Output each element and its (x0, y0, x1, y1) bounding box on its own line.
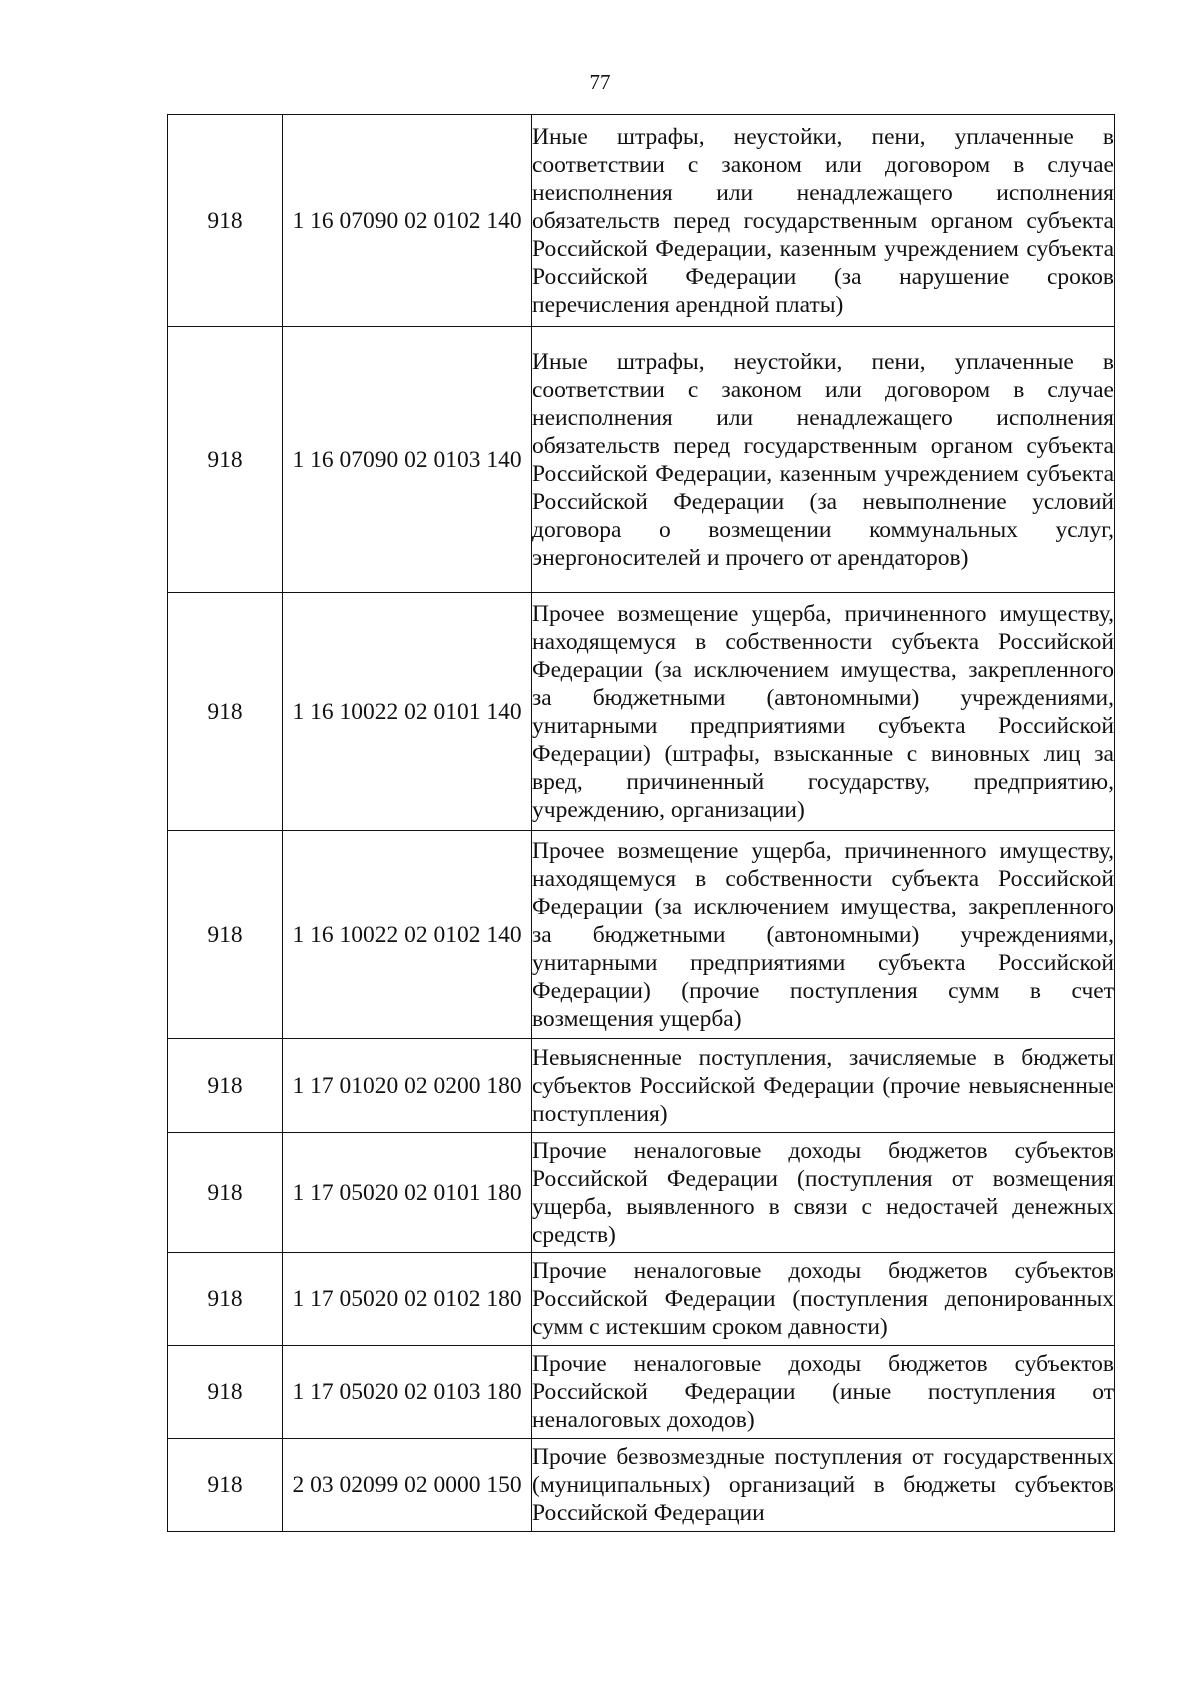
income-code-cell: 1 16 10022 02 0102 140 (283, 831, 532, 1039)
admin-code-cell: 918 (168, 115, 283, 327)
income-code-cell: 1 16 07090 02 0102 140 (283, 115, 532, 327)
income-name-cell: Прочее возмещение ущерба, причиненного имуществу, находящемуся в собственности субъекта Российской Федерации (за исключением имущества, закрепленного за бюджетными (автономными) учреждениями, унитарными предприятиями субъекта Российской Федерации) (штрафы, взысканные с виновных лиц за вред, причиненный государству, предприятию, учреждению, организации) (532, 593, 1115, 831)
table-row (168, 327, 1115, 593)
table-row (168, 1346, 1115, 1439)
income-name-cell: Прочие безвозмездные поступления от государственных (муниципальных) организаций в бюджеты субъектов Российской Федерации (532, 1439, 1115, 1532)
income-name-cell: Прочее возмещение ущерба, причиненного имуществу, находящемуся в собственности субъекта Российской Федерации (за исключением имущества, закрепленного за бюджетными (автономными) учреждениями, унитарными предприятиями субъекта Российской Федерации) (прочие поступления сумм в счет возмещения ущерба) (532, 831, 1115, 1039)
table-row (168, 831, 1115, 1039)
admin-code-cell: 918 (168, 1346, 283, 1439)
table-row (168, 593, 1115, 831)
admin-code-cell: 918 (168, 327, 283, 593)
admin-code-cell: 918 (168, 1039, 283, 1133)
table-row (168, 1253, 1115, 1346)
income-name-cell: Прочие неналоговые доходы бюджетов субъектов Российской Федерации (поступления депонированных сумм с истекшим сроком давности) (532, 1253, 1115, 1346)
income-code-cell: 1 17 05020 02 0103 180 (283, 1346, 532, 1439)
income-name-cell: Невыясненные поступления, зачисляемые в бюджеты субъектов Российской Федерации (прочие невыясненные поступления) (532, 1039, 1115, 1133)
table-row (168, 1133, 1115, 1253)
income-name-cell: Прочие неналоговые доходы бюджетов субъектов Российской Федерации (поступления от возмещения ущерба, выявленного в связи с недостачей денежных средств) (532, 1133, 1115, 1253)
income-name-cell: Прочие неналоговые доходы бюджетов субъектов Российской Федерации (иные поступления от неналоговых доходов) (532, 1346, 1115, 1439)
page-number: 77 (589, 70, 611, 94)
income-code-cell: 1 16 07090 02 0103 140 (283, 327, 532, 593)
income-code-cell: 1 17 01020 02 0200 180 (283, 1039, 532, 1133)
income-code-cell: 1 17 05020 02 0102 180 (283, 1253, 532, 1346)
admin-code-cell: 918 (168, 1133, 283, 1253)
income-code-cell: 2 03 02099 02 0000 150 (283, 1439, 532, 1532)
admin-code-cell: 918 (168, 593, 283, 831)
admin-code-cell: 918 (168, 831, 283, 1039)
admin-code-cell: 918 (168, 1253, 283, 1346)
income-code-cell: 1 16 10022 02 0101 140 (283, 593, 532, 831)
table-row (168, 1039, 1115, 1133)
admin-code-cell: 918 (168, 1439, 283, 1532)
income-name-cell: Иные штрафы, неустойки, пени, уплаченные в соответствии с законом или договором в случае неисполнения или ненадлежащего исполнения обязательств перед государственным органом субъекта Российской Федерации, казенным учреждением субъекта Российской Федерации (за нарушение сроков перечисления арендной платы) (532, 115, 1115, 327)
table-row (168, 115, 1115, 327)
income-codes-table (167, 114, 1115, 1532)
income-code-cell: 1 17 05020 02 0101 180 (283, 1133, 532, 1253)
table-row (168, 1439, 1115, 1532)
income-name-cell: Иные штрафы, неустойки, пени, уплаченные в соответствии с законом или договором в случае неисполнения или ненадлежащего исполнения обязательств перед государственным органом субъекта Российской Федерации, казенным учреждением субъекта Российской Федерации (за невыполнение условий договора о возмещении коммунальных услуг, энергоносителей и прочего от арендаторов) (532, 327, 1115, 593)
